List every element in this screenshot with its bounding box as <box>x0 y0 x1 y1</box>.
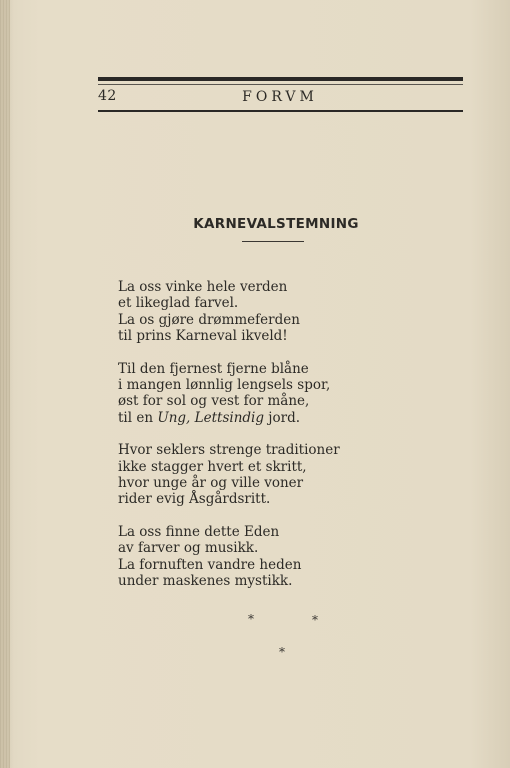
title-underline <box>242 241 304 242</box>
poem-line: rider evig Åsgårdsritt. <box>118 491 271 508</box>
stanza-2 <box>118 361 458 426</box>
poem-line: ikke stagger hvert et skritt, <box>118 458 307 475</box>
poem-line: under maskenes mystikk. <box>118 572 293 589</box>
poem-line: La oss vinke hele verden <box>118 279 288 295</box>
running-head: FORVM <box>242 89 318 105</box>
line-suffix: jord. <box>268 409 300 426</box>
poem-line <box>118 410 458 426</box>
header-rule-thin <box>98 84 463 85</box>
poem-line: hvor unge år og ville voner <box>118 474 304 491</box>
poem-line: Hvor seklers strenge traditioner <box>118 442 340 459</box>
asterisk-ornament: * <box>279 645 285 659</box>
header-rule-thick <box>98 77 463 81</box>
poem-line: øst for sol og vest for måne, <box>118 393 310 410</box>
poem-line: La fornuften vandre heden <box>118 556 302 573</box>
header-rule-bottom <box>98 110 463 112</box>
line-prefix: til en <box>118 409 154 426</box>
stanza-4 <box>118 524 458 589</box>
poem-line: Til den fjernest fjerne blåne <box>118 360 309 377</box>
poem-line: til prins Karneval ikveld! <box>118 327 288 344</box>
stanza-1 <box>118 279 458 344</box>
poem-line: La os gjøre drømmeferden <box>118 311 300 328</box>
poem-line: i mangen lønnlig lengsels spor, <box>118 376 331 393</box>
page-number: 42 <box>98 88 117 104</box>
poem-line: et likeglad farvel. <box>118 295 239 312</box>
poem-line: av farver og musikk. <box>118 540 259 557</box>
page-binding-edge <box>0 0 10 768</box>
italic-phrase: Ung, Lettsindig <box>157 409 264 426</box>
asterisk-ornament: * <box>248 612 254 626</box>
poem-body <box>118 279 458 606</box>
asterisk-ornament: * <box>312 613 318 627</box>
poem-title: KARNEVALSTEMNING <box>193 216 359 232</box>
poem-line: La oss finne dette Eden <box>118 524 280 541</box>
stanza-3 <box>118 442 458 507</box>
